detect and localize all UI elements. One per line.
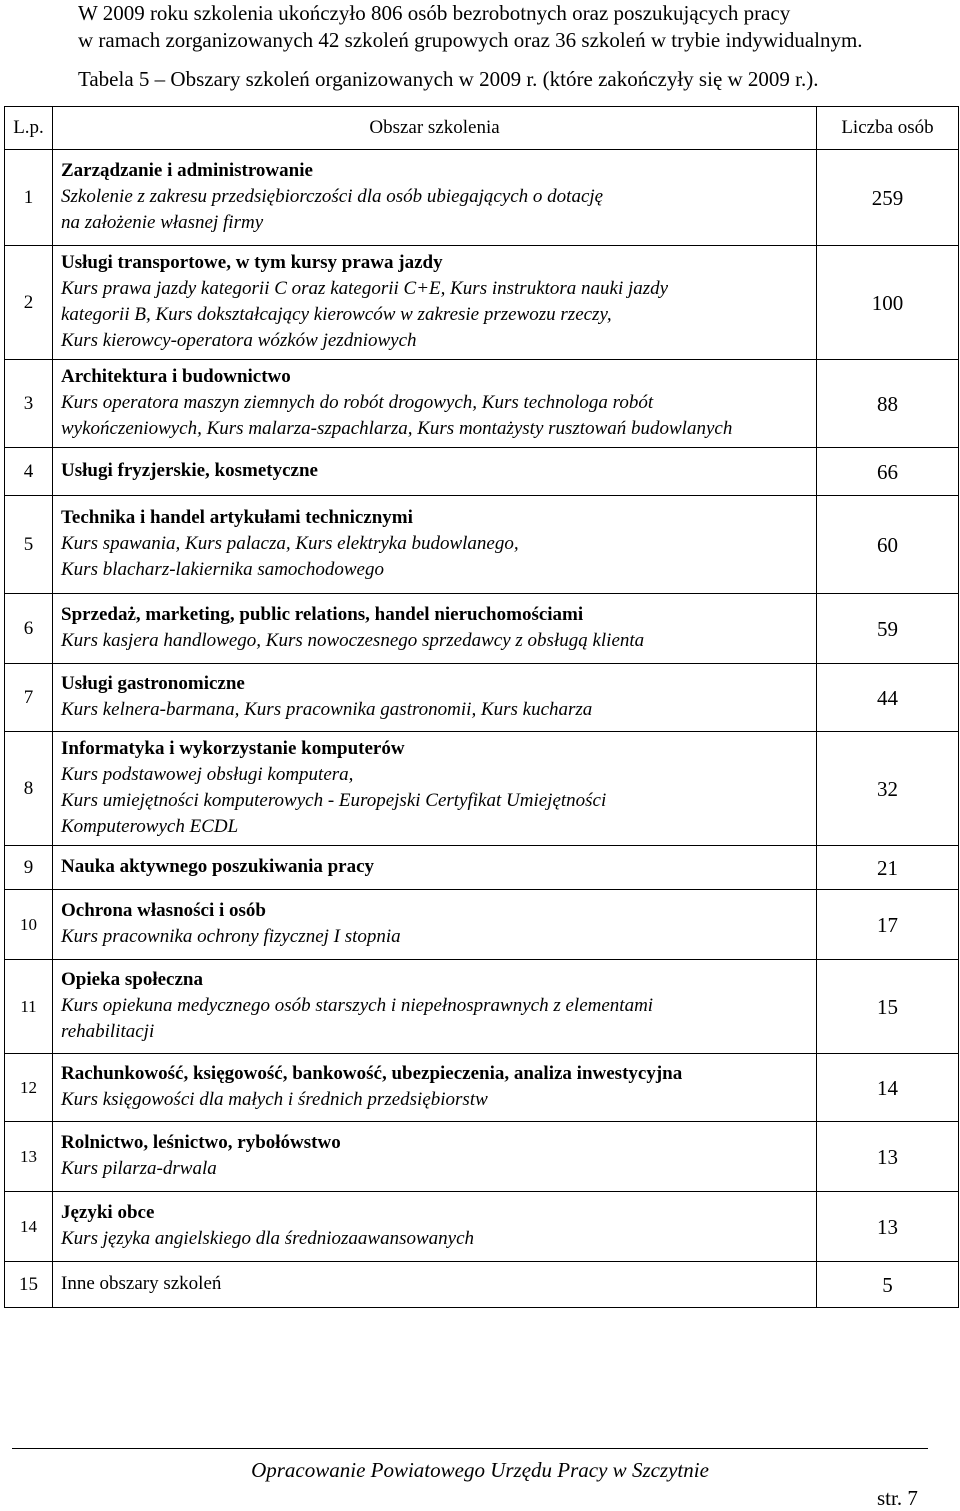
area-description-line: Kurs pracownika ochrony fizycznej I stopnia [61, 926, 401, 947]
table-row [5, 448, 959, 496]
area-title: Inne obszary szkoleń [61, 1273, 222, 1294]
row-area [53, 1054, 817, 1122]
row-count: 32 [817, 732, 959, 846]
intro-line-1: W 2009 roku szkolenia ukończyło 806 osób bezrobotnych oraz poszukujących pracy [78, 1, 791, 25]
row-area [53, 1192, 817, 1262]
area-title: Nauka aktywnego poszukiwania pracy [61, 856, 375, 877]
area-description-line: wykończeniowych, Kurs malarza-szpachlarza, Kurs montażysty rusztowań budowlanych [61, 418, 733, 439]
area-description-line: Kurs blacharz-lakiernika samochodowego [61, 559, 384, 580]
row-area [53, 732, 817, 846]
table-body [5, 150, 959, 1308]
area-description-line: na założenie własnej firmy [61, 212, 264, 233]
row-count: 5 [817, 1262, 959, 1308]
area-description-line: Kurs podstawowej obsługi komputera, [61, 764, 354, 785]
area-description-line: Komputerowych ECDL [61, 816, 239, 837]
row-number: 11 [5, 960, 53, 1054]
header-count: Liczba osób [817, 107, 959, 150]
row-number: 3 [5, 360, 53, 448]
area-description-line: Kurs kierowcy-operatora wózków jezdniowych [61, 330, 417, 351]
table-row [5, 150, 959, 246]
area-title: Technika i handel artykułami technicznymi [61, 507, 413, 528]
row-number: 10 [5, 890, 53, 960]
row-area [53, 960, 817, 1054]
area-title: Usługi fryzjerskie, kosmetyczne [61, 460, 318, 481]
table-row [5, 360, 959, 448]
area-description-line: Kurs umiejętności komputerowych - Europejski Certyfikat Umiejętności [61, 790, 607, 811]
row-number: 5 [5, 496, 53, 594]
row-count: 17 [817, 890, 959, 960]
table-row [5, 246, 959, 360]
row-area [53, 890, 817, 960]
table-row [5, 594, 959, 664]
table-row [5, 664, 959, 732]
area-description-line: Kurs języka angielskiego dla średniozaawansowanych [61, 1228, 475, 1249]
row-area [53, 664, 817, 732]
area-description-line: rehabilitacji [61, 1021, 155, 1042]
row-area [53, 448, 817, 496]
area-title: Ochrona własności i osób [61, 900, 266, 921]
row-area [53, 246, 817, 360]
page-number: str. 7 [877, 1486, 918, 1510]
area-description-line: Kurs kelnera-barmana, Kurs pracownika gastronomii, Kurs kucharza [61, 699, 593, 720]
row-number: 12 [5, 1054, 53, 1122]
area-title: Rachunkowość, księgowość, bankowość, ubezpieczenia, analiza inwestycyjna [61, 1063, 683, 1084]
intro-line-2: w ramach zorganizowanych 42 szkoleń grupowych oraz 36 szkoleń w trybie indywidualnym. [78, 28, 863, 52]
table-row [5, 1192, 959, 1262]
area-title: Informatyka i wykorzystanie komputerów [61, 738, 405, 759]
row-number: 14 [5, 1192, 53, 1262]
row-number: 9 [5, 846, 53, 890]
area-description-line: Kurs księgowości dla małych i średnich przedsiębiorstw [61, 1089, 488, 1110]
header-lp: L.p. [5, 107, 53, 150]
row-count: 59 [817, 594, 959, 664]
area-description-line: kategorii B, Kurs dokształcający kierowców w zakresie przewozu rzeczy, [61, 304, 612, 325]
area-description-line: Szkolenie z zakresu przedsiębiorczości dla osób ubiegających o dotację [61, 186, 604, 207]
row-count: 66 [817, 448, 959, 496]
row-area [53, 496, 817, 594]
area-title: Sprzedaż, marketing, public relations, handel nieruchomościami [61, 604, 584, 625]
table-row [5, 496, 959, 594]
table-header-row [5, 107, 959, 150]
table-row [5, 1054, 959, 1122]
footer-divider [12, 1448, 928, 1449]
table-row [5, 846, 959, 890]
area-title: Architektura i budownictwo [61, 366, 291, 387]
row-number: 7 [5, 664, 53, 732]
area-title: Opieka społeczna [61, 969, 203, 990]
row-count: 13 [817, 1122, 959, 1192]
area-description-line: Kurs operatora maszyn ziemnych do robót drogowych, Kurs technologa robót [61, 392, 654, 413]
area-description-line: Kurs prawa jazdy kategorii C oraz kategorii C+E, Kurs instruktora nauki jazdy [61, 278, 669, 299]
row-number: 13 [5, 1122, 53, 1192]
row-area [53, 594, 817, 664]
training-areas-table [4, 106, 959, 1308]
row-area [53, 150, 817, 246]
row-number: 15 [5, 1262, 53, 1308]
area-title: Języki obce [61, 1202, 155, 1223]
row-count: 100 [817, 246, 959, 360]
row-number: 4 [5, 448, 53, 496]
row-area [53, 360, 817, 448]
row-number: 8 [5, 732, 53, 846]
row-count: 259 [817, 150, 959, 246]
row-count: 13 [817, 1192, 959, 1262]
row-count: 15 [817, 960, 959, 1054]
header-area: Obszar szkolenia [53, 107, 817, 150]
area-title: Usługi gastronomiczne [61, 673, 245, 694]
table-row [5, 1122, 959, 1192]
row-area [53, 1122, 817, 1192]
table-row [5, 732, 959, 846]
table-row [5, 890, 959, 960]
row-count: 88 [817, 360, 959, 448]
intro-paragraph [78, 0, 948, 54]
area-description-line: Kurs opiekuna medycznego osób starszych i niepełnosprawnych z elementami [61, 995, 654, 1016]
table-row [5, 960, 959, 1054]
area-description-line: Kurs kasjera handlowego, Kurs nowoczesnego sprzedawcy z obsługą klienta [61, 630, 645, 651]
row-number: 6 [5, 594, 53, 664]
row-count: 44 [817, 664, 959, 732]
row-count: 21 [817, 846, 959, 890]
area-title: Rolnictwo, leśnictwo, rybołówstwo [61, 1132, 341, 1153]
row-count: 60 [817, 496, 959, 594]
area-description-line: Kurs spawania, Kurs palacza, Kurs elektryka budowlanego, [61, 533, 519, 554]
area-description-line: Kurs pilarza-drwala [61, 1158, 217, 1179]
area-title: Usługi transportowe, w tym kursy prawa jazdy [61, 252, 443, 273]
footer-source: Opracowanie Powiatowego Urzędu Pracy w Szczytnie [251, 1458, 709, 1482]
row-count: 14 [817, 1054, 959, 1122]
table-row [5, 1262, 959, 1308]
row-number: 2 [5, 246, 53, 360]
area-title: Zarządzanie i administrowanie [61, 160, 313, 181]
table-caption: Tabela 5 – Obszary szkoleń organizowanych w 2009 r. (które zakończyły się w 2009 r.). [78, 67, 819, 91]
row-area [53, 1262, 817, 1308]
row-number: 1 [5, 150, 53, 246]
row-area [53, 846, 817, 890]
